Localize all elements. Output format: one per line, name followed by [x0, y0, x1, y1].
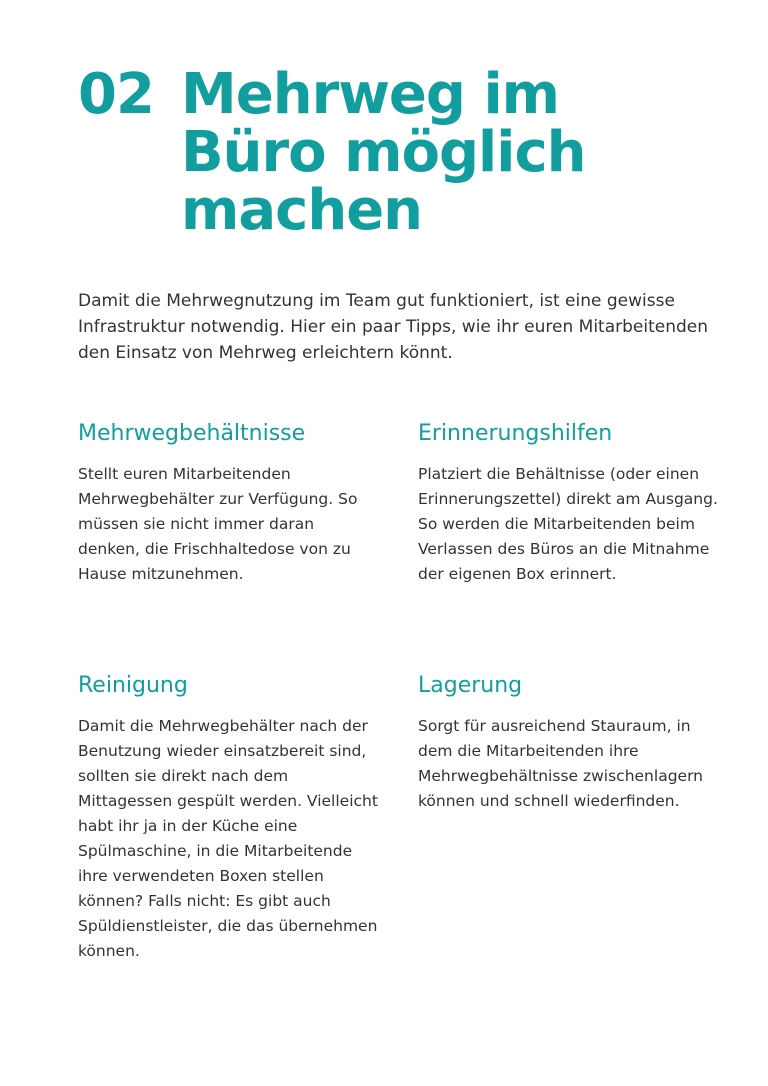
section-heading: Lagerung [418, 673, 523, 698]
page-header [78, 62, 586, 243]
chapter-number: 02 [78, 62, 154, 127]
section-mehrwegbehaeltnisse [78, 420, 378, 587]
section-body: Stellt euren Mitarbeitenden Mehrwegbehälter zur Verfügung. So müssen sie nicht immer daran denken, die Frischhaltedose von zu Hause mitzunehmen. [78, 465, 358, 583]
section-heading: Mehrwegbehältnisse [78, 421, 306, 446]
section-erinnerungshilfen [418, 420, 718, 587]
title-line: Büro möglich [181, 120, 586, 185]
section-heading: Reinigung [78, 673, 188, 698]
intro-paragraph: Damit die Mehrwegnutzung im Team gut funktioniert, ist eine gewisse Infrastruktur notwendig. Hier ein paar Tipps, wie ihr euren Mitarbeitenden den Einsatz von Mehrweg erleichtern könnt. [78, 291, 709, 363]
section-body: Sorgt für ausreichend Stauraum, in dem die Mitarbeitenden ihre Mehrwegbehältnisse zwischenlagern können und schnell wiederfinden. [418, 717, 703, 810]
section-body: Damit die Mehrwegbehälter nach der Benutzung wieder einsatzbereit sind, sollten sie direkt nach dem Mittagessen gespült werden. Vielleicht habt ihr ja in der Küche eine Spülmaschine, in die Mitarbeitende ihre verwendeten Boxen stellen können? Falls nicht: Es gibt auch Spüldienstleister, die das übernehmen können. [78, 717, 378, 960]
title-line: machen [181, 178, 423, 243]
page-title [181, 62, 586, 243]
section-heading: Erinnerungshilfen [418, 421, 613, 446]
section-lagerung [418, 672, 718, 814]
title-line: Mehrweg im [181, 62, 560, 127]
section-reinigung [78, 672, 378, 964]
section-body: Platziert die Behältnisse (oder einen Erinnerungszettel) direkt am Ausgang. So werden die Mitarbeitenden beim Verlassen des Büros an die Mitnahme der eigenen Box erinnert. [418, 465, 718, 583]
